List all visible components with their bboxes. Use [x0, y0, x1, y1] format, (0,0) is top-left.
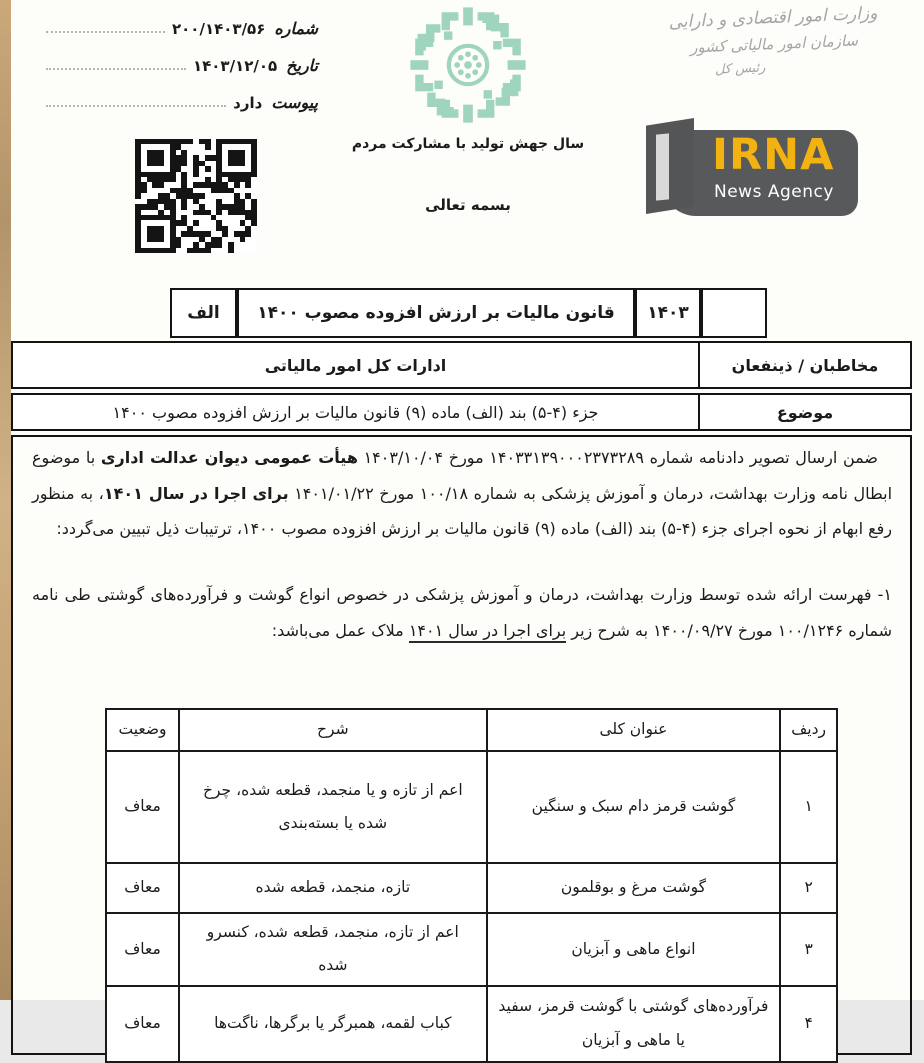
dotted-leader — [46, 31, 165, 33]
p1-bold-court: هیأت عمومی دیوان عدالت اداری — [100, 448, 358, 467]
attachment-label: پیوست — [271, 93, 318, 112]
classification-year-cell: ۱۴۰۳ — [635, 288, 701, 338]
president-line: رئیس کل — [714, 60, 766, 78]
header-radif: ردیف — [780, 709, 837, 751]
p1-text: ضمن ارسال تصویر دادنامه شماره ۱۴۰۳۳۱۳۹۰۰۰۲۳۷۳۲۸۹ مورخ ۱۴۰۳/۱۰/۰۴ — [357, 448, 878, 467]
cell-vaziat: معاف — [106, 986, 179, 1062]
cell-vaziat: معاف — [106, 751, 179, 863]
number-label: شماره — [274, 19, 318, 38]
cell-onvan: گوشت قرمز دام سبک و سنگین — [487, 751, 781, 863]
header-onvan: عنوان کلی — [487, 709, 781, 751]
cell-radif: ۱ — [780, 751, 837, 863]
classification-empty-cell — [701, 288, 767, 338]
irna-logo — [646, 116, 864, 218]
irna-wordmark: IRNA — [712, 130, 835, 180]
scan-edge-strip — [0, 0, 11, 1000]
attachment-value: دارد — [233, 94, 263, 112]
qr-module — [251, 248, 257, 253]
organization-line: سازمان امور مالیاتی کشور — [689, 31, 859, 57]
p2-text: ملاک عمل می‌باشد: — [271, 620, 409, 640]
dotted-leader — [46, 68, 186, 70]
p2-underlined-year: برای اجرا در سال ۱۴۰۱ — [409, 621, 566, 643]
p1-text: ، به منظور رفع ابهام از نحوه اجرای جزء (۴-۵) بند (الف) ماده (۹) قانون مالیات بر ارزش افزوده مصوب ۱۴۰۰، ترتیبات ذیل تبیین می‌گردد: — [32, 483, 892, 539]
irna-book-stripe — [656, 133, 669, 200]
meta-date-row — [46, 51, 318, 75]
cell-vaziat: معاف — [106, 913, 179, 986]
classification-grade-cell: الف — [170, 288, 237, 338]
letter-meta — [46, 14, 318, 125]
qr-code — [135, 139, 257, 253]
cell-radif: ۳ — [780, 913, 837, 986]
cell-onvan: فرآورده‌های گوشتی با گوشت قرمز، سفید یا ماهی و آبزیان — [487, 986, 781, 1062]
subject-row — [11, 393, 912, 431]
cell-sharh: تازه، منجمد، قطعه شده — [179, 863, 487, 913]
table-row — [106, 751, 837, 863]
subject-value: جزء (۴-۵) بند (الف) ماده (۹) قانون مالیات بر ارزش افزوده مصوب ۱۴۰۰ — [112, 402, 599, 422]
p1-text: با موضوع ابطال نامه وزارت بهداشت، درمان و آموزش پزشکی به شماره ۱۰۰/۱۸ مورخ ۱۴۰۱/۰۱/۲۲ — [32, 448, 893, 503]
irna-book-icon — [646, 118, 694, 214]
date-label: تاریخ — [286, 56, 318, 75]
table-header-row — [106, 709, 837, 751]
body-paragraph-2 — [32, 577, 894, 648]
meta-attachment-row — [46, 88, 318, 112]
dotted-leader — [46, 105, 226, 107]
meta-number-row — [46, 14, 318, 38]
number-value: ۲۰۰/۱۴۰۳/۵۶ — [172, 20, 266, 38]
date-value: ۱۴۰۳/۱۲/۰۵ — [192, 57, 278, 75]
header-sharh: شرح — [179, 709, 487, 751]
irna-subtitle: News Agency — [714, 182, 834, 202]
table-row — [106, 986, 837, 1062]
cell-sharh: کباب لقمه، همبرگر یا برگرها، ناگت‌ها — [179, 986, 487, 1062]
cell-sharh: اعم از تازه و یا منجمد، قطعه شده، چرخ شده یا بسته‌بندی — [179, 751, 487, 863]
basmala-text: بسمه تعالی — [425, 196, 511, 214]
ministry-line: وزارت امور اقتصادی و دارایی — [668, 3, 878, 33]
table-row — [106, 863, 837, 913]
p2-text: ۱- فهرست ارائه شده توسط وزارت بهداشت، درمان و آموزش پزشکی در خصوص انواع گوشت و فرآورده‌های گوشتی طی نامه شماره ۱۰۰/۱۲۴۶ مورخ ۱۴۰۰/۰۹/۲۷ به شرح زیر — [32, 585, 892, 640]
table-row — [106, 913, 837, 986]
recipients-value: ادارات کل امور مالیاتی — [264, 355, 447, 375]
cell-radif: ۲ — [780, 863, 837, 913]
year-slogan: سال جهش تولید با مشارکت مردم — [351, 136, 585, 152]
exemption-table — [105, 708, 838, 1063]
subject-label: موضوع — [698, 395, 910, 429]
body-paragraph-1 — [32, 440, 892, 547]
cell-vaziat: معاف — [106, 863, 179, 913]
classification-law-cell: قانون مالیات بر ارزش افزوده مصوب ۱۴۰۰ — [237, 288, 635, 338]
cell-onvan: انواع ماهی و آبزیان — [487, 913, 781, 986]
header-vaziat: وضعیت — [106, 709, 179, 751]
cell-onvan: گوشت مرغ و بوقلمون — [487, 863, 781, 913]
cell-radif: ۴ — [780, 986, 837, 1062]
p1-bold-year: برای اجرا در سال ۱۴۰۱ — [103, 483, 289, 503]
cell-sharh: اعم از تازه، منجمد، قطعه شده، کنسرو شده — [179, 913, 487, 986]
ministry-calligraphy — [635, 2, 914, 81]
recipients-row — [11, 341, 912, 389]
tax-organization-logo-icon — [408, 4, 528, 126]
recipients-label: مخاطبان / ذینفعان — [698, 343, 910, 387]
